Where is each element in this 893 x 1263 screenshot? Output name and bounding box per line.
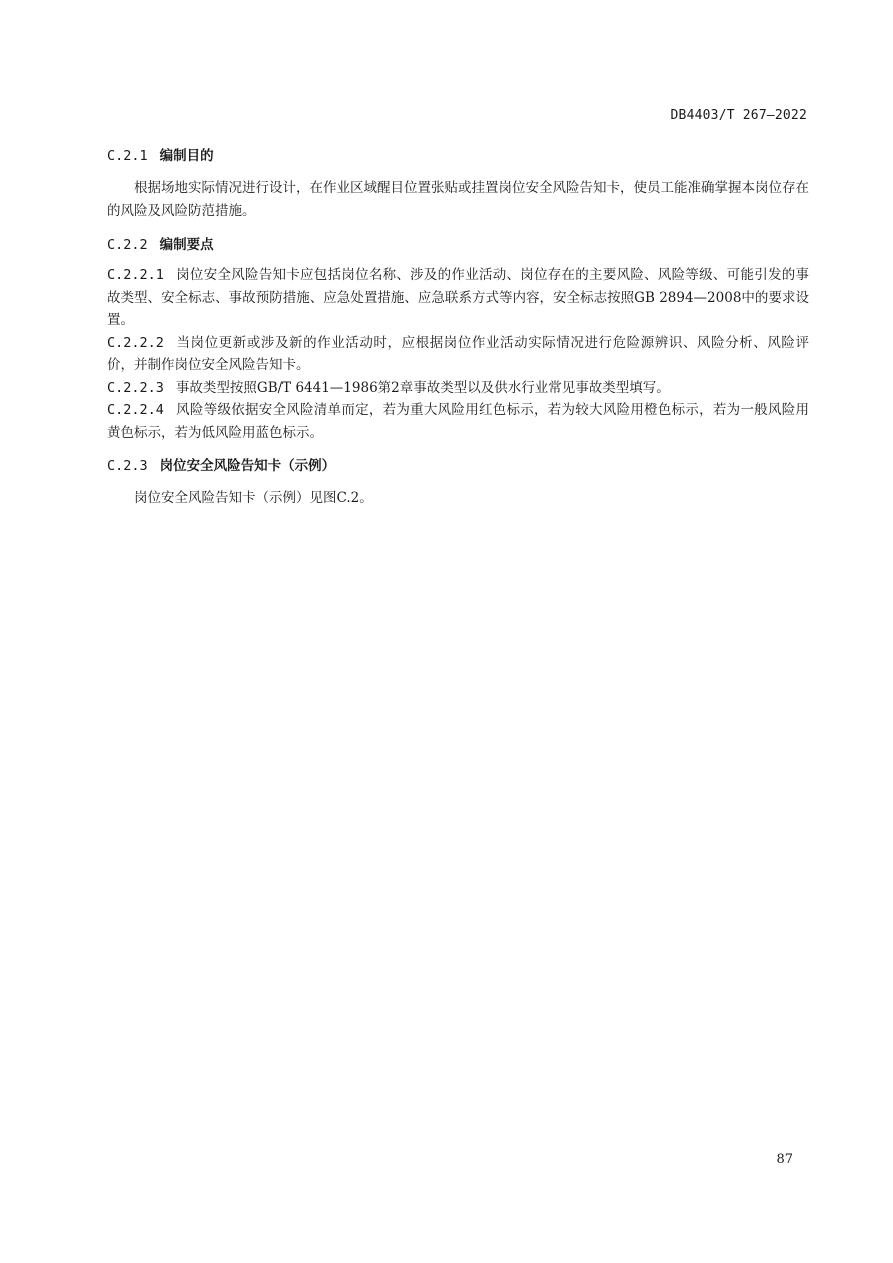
clause-c224 [107, 399, 809, 444]
clause-text: 事故类型按照GB/T 6441—1986第2章事故类型以及供水行业常见事故类型填写。 [175, 379, 670, 396]
section-number: C.2.2 [107, 237, 148, 253]
clause-c221 [107, 264, 809, 332]
clause-number: C.2.2.3 [107, 379, 164, 396]
document-code: DB4403/T 267—2022 [670, 108, 807, 123]
section-number: C.2.3 [107, 458, 148, 474]
section-paragraph-c21: 根据场地实际情况进行设计，在作业区域醒目位置张贴或挂置岗位安全风险告知卡，使员工能准确掌握本岗位存在的风险及风险防范措施。 [107, 180, 809, 219]
page-content [107, 146, 809, 510]
section-title: 编制要点 [159, 237, 214, 253]
clause-number: C.2.2.4 [107, 402, 164, 418]
clause-text: 岗位安全风险告知卡应包括岗位名称、涉及的作业活动、岗位存在的主要风险、风险等级、可能引发的事故类型、安全标志、事故预防措施、应急处置措施、应急联系方式等内容，安全标志按照GB 2894—2008中的要求设置。 [107, 267, 809, 328]
page-number: 87 [776, 1152, 793, 1167]
section-paragraph-c23: 岗位安全风险告知卡（示例）见图C.2。 [134, 490, 373, 506]
section-title: 岗位安全风险告知卡（示例） [159, 458, 336, 474]
section-heading-c21 [107, 146, 809, 166]
clause-text: 当岗位更新或涉及新的作业活动时，应根据岗位作业活动实际情况进行危险源辨识、风险分析、风险评价，并制作岗位安全风险告知卡。 [107, 334, 809, 373]
clause-text: 风险等级依据安全风险清单而定，若为重大风险用红色标示，若为较大风险用橙色标示，若为一般风险用黄色标示，若为低风险用蓝色标示。 [107, 402, 809, 441]
section-heading-c23 [107, 456, 809, 476]
clause-number: C.2.2.1 [107, 267, 164, 283]
section-title: 编制目的 [159, 148, 214, 164]
clause-c222 [107, 332, 809, 377]
section-heading-c22 [107, 235, 809, 255]
section-number: C.2.1 [107, 148, 148, 164]
clause-number: C.2.2.2 [107, 334, 164, 351]
clause-c223 [107, 377, 809, 400]
